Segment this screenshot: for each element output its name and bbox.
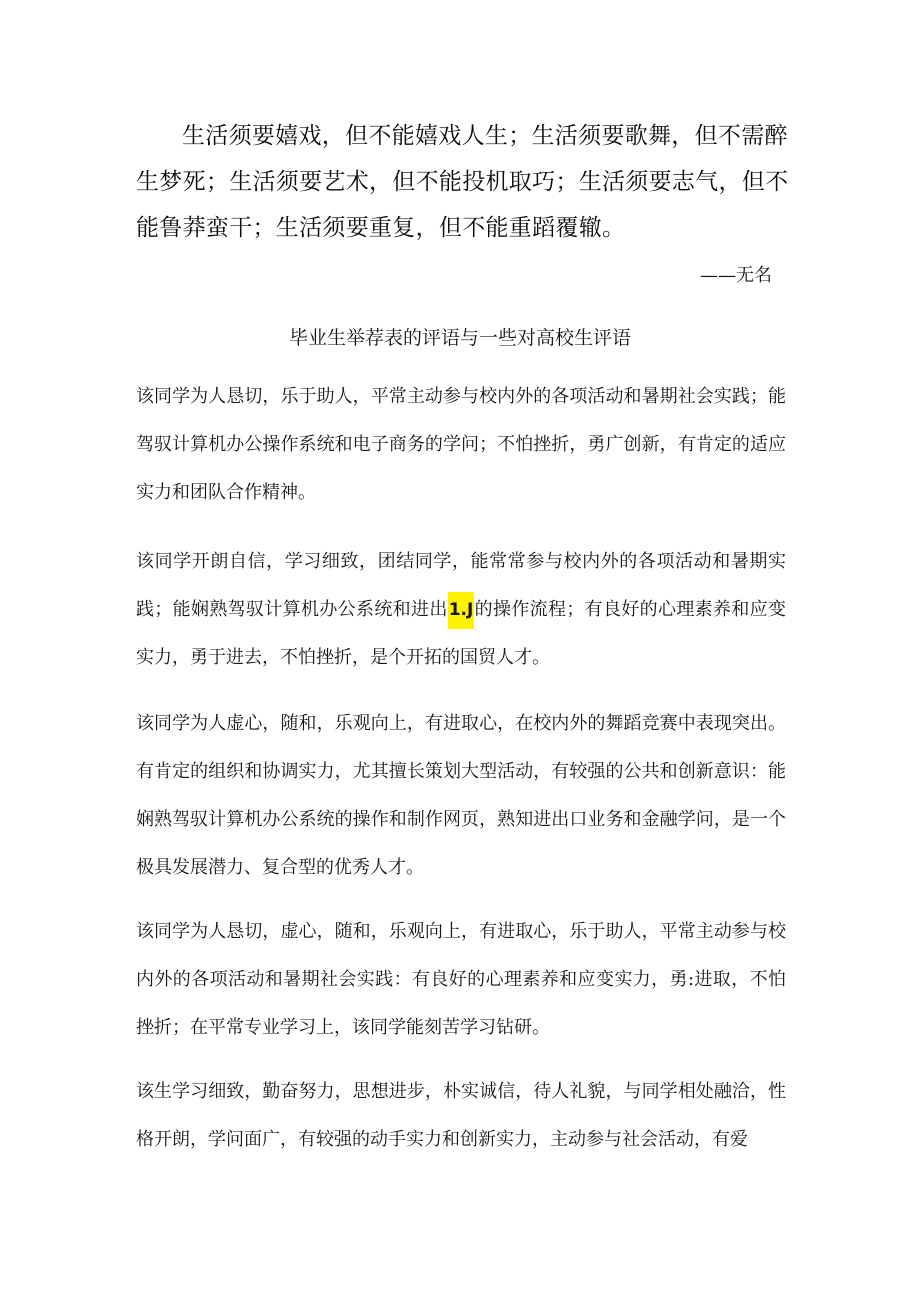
comment-paragraph-5: 该生学习细致，勤奋努力，思想进步，朴实诚信，待人礼貌，与同学相处融洽，性格开朗，学问面广，有较强的动手实力和创新实力，主动参与社会活动，有爱 (136, 1081, 786, 1150)
quote-attribution: ——无名 (700, 265, 772, 286)
comment-paragraph-2 (136, 538, 786, 682)
document-title: 毕业生举荐表的评语与一些对高校生评语 (288, 327, 631, 349)
comment-text-before-highlight: 该同学开朗自信，学习细致，团结同学，能常常参与校内外的各项活动和暑期实践；能娴熟驾驭计算机办公系统和进出 (136, 551, 786, 620)
comment-paragraph-1: 该同学为人恳切，乐于助人，平常主动参与校内外的各项活动和暑期社会实践；能驾驭计算机办公操作系统和电子商务的学问；不怕挫折，勇广创新，有肯定的适应实力和团队合作精神。 (136, 386, 786, 503)
comment-text-after-highlight: 的操作流程；有良好的心理素养和应变实力，勇于进去，不怕挫折，是个开拓的国贸人才。 (136, 599, 786, 668)
opening-quote: 生活须要嬉戏，但不能嬉戏人生；生活须要歌舞，但不需醉生梦死；生活须要艺术，但不能投机取巧；生活须要志气，但不能鲁莽蛮干；生活须要重复，但不能重蹈覆辙。 (136, 123, 789, 241)
comment-paragraph-4: 该同学为人恳切，虚心，随和，乐观向上，有进取心，乐于助人，平常主动参与校内外的各项活动和暑期社会实践：有良好的心理素养和应变实力，勇:进取，不怕挫折；在平常专业学习上，该同学能刻苦学习钻研。 (136, 921, 786, 1038)
highlighted-text: 1.J (448, 592, 475, 629)
comment-paragraph-3: 该同学为人虚心，随和，乐观向上，有进取心，在校内外的舞蹈竞赛中表现突出。有肯定的组织和协调实力，尤其擅长策划大型活动，有较强的公共和创新意识：能娴熟驾驭计算机办公系统的操作和制作网页，熟知进出口业务和金融学问，是一个极具发展潜力、复合型的优秀人才。 (136, 713, 786, 878)
